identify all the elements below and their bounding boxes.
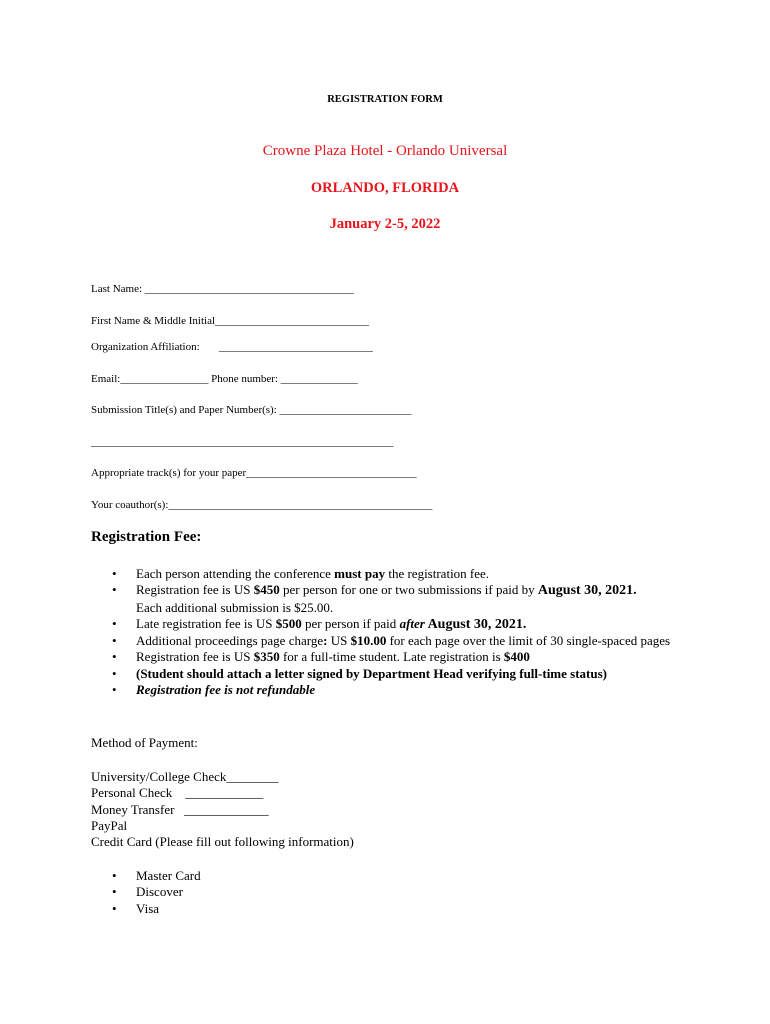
fee-item [91,633,691,649]
fee-item [91,616,691,633]
registration-fee-heading: Registration Fee: [91,529,202,545]
fee-text: Each additional submission is $25.00. [136,599,334,615]
card-option-mastercard[interactable]: • Master Card [91,868,691,884]
fee-amount: $10.00 [350,633,387,649]
fee-item [91,649,691,665]
fee-text: for a full-time student. Late registration is [279,649,504,665]
card-option-visa[interactable]: • Visa [91,901,691,917]
organization-field[interactable]: Organization Affiliation: ____________________________ [91,341,373,353]
last-name-field[interactable]: Last Name: ______________________________________ [91,283,354,295]
event-dates: January 2-5, 2022 [329,216,441,232]
fee-deadline: August 30, 2021. [424,616,527,632]
payment-option-personal-check[interactable]: Personal Check ____________ [91,785,264,801]
fee-text: Registration fee is US [136,582,254,598]
fee-text: for each page over the limit of 30 single-spaced pages [386,633,671,649]
first-name-field[interactable]: First Name & Middle Initial____________________________ [91,315,370,327]
document-title: REGISTRATION FORM [327,94,443,105]
fee-emphasis: : [323,633,328,649]
refund-note: Registration fee is not refundable [136,682,316,698]
fee-text: the registration fee. [385,566,490,581]
track-field[interactable]: Appropriate track(s) for your paper_______________________________ [91,467,417,479]
fee-text: Each person attending the conference [136,566,335,581]
venue-name: Crowne Plaza Hotel - Orlando Universal [262,143,508,159]
fee-list [91,566,691,698]
coauthors-field[interactable]: Your coauthor(s):________________________________________________ [91,499,433,511]
payment-option-check[interactable]: University/College Check________ [91,769,279,784]
fee-item [91,566,691,582]
payment-options [91,769,354,850]
fee-amount: $350 [253,649,280,665]
submission-continuation-line[interactable]: _______________________________________________________ [91,436,394,448]
card-list [91,868,691,917]
fee-item [91,682,691,698]
submission-title-field[interactable]: Submission Title(s) and Paper Number(s): ________________________ [91,404,412,416]
card-option-discover[interactable]: • Discover [91,884,691,900]
fee-amount: $450 [253,582,280,598]
fee-deadline: August 30, 2021. [537,583,637,599]
fee-emphasis: must pay [334,566,386,581]
city-name: ORLANDO, FLORIDA [310,180,460,196]
fee-text: Additional proceedings page charge [136,633,324,649]
fee-text: Late registration fee is US [136,615,276,631]
fee-text: per person for one or two submissions if paid by [279,582,538,598]
fee-text: per person if paid [301,615,400,631]
payment-method-heading: Method of Payment: [91,735,198,750]
fee-item [91,666,691,682]
fee-text: US [327,633,351,649]
fee-amount: $400 [503,649,530,665]
payment-option-credit-card[interactable]: Credit Card (Please fill out following information) [91,834,354,850]
fee-text: Registration fee is US [136,649,254,665]
email-phone-field[interactable]: Email:________________ Phone number: ______________ [91,373,358,385]
fee-amount: $500 [275,615,302,631]
student-note: (Student should attach a letter signed by Department Head verifying full-time status) [136,665,607,681]
payment-option-money-transfer[interactable]: Money Transfer _____________ [91,801,269,817]
fee-item [91,582,691,616]
fee-emphasis: after [399,615,425,631]
payment-option-paypal[interactable]: PayPal [91,817,128,833]
